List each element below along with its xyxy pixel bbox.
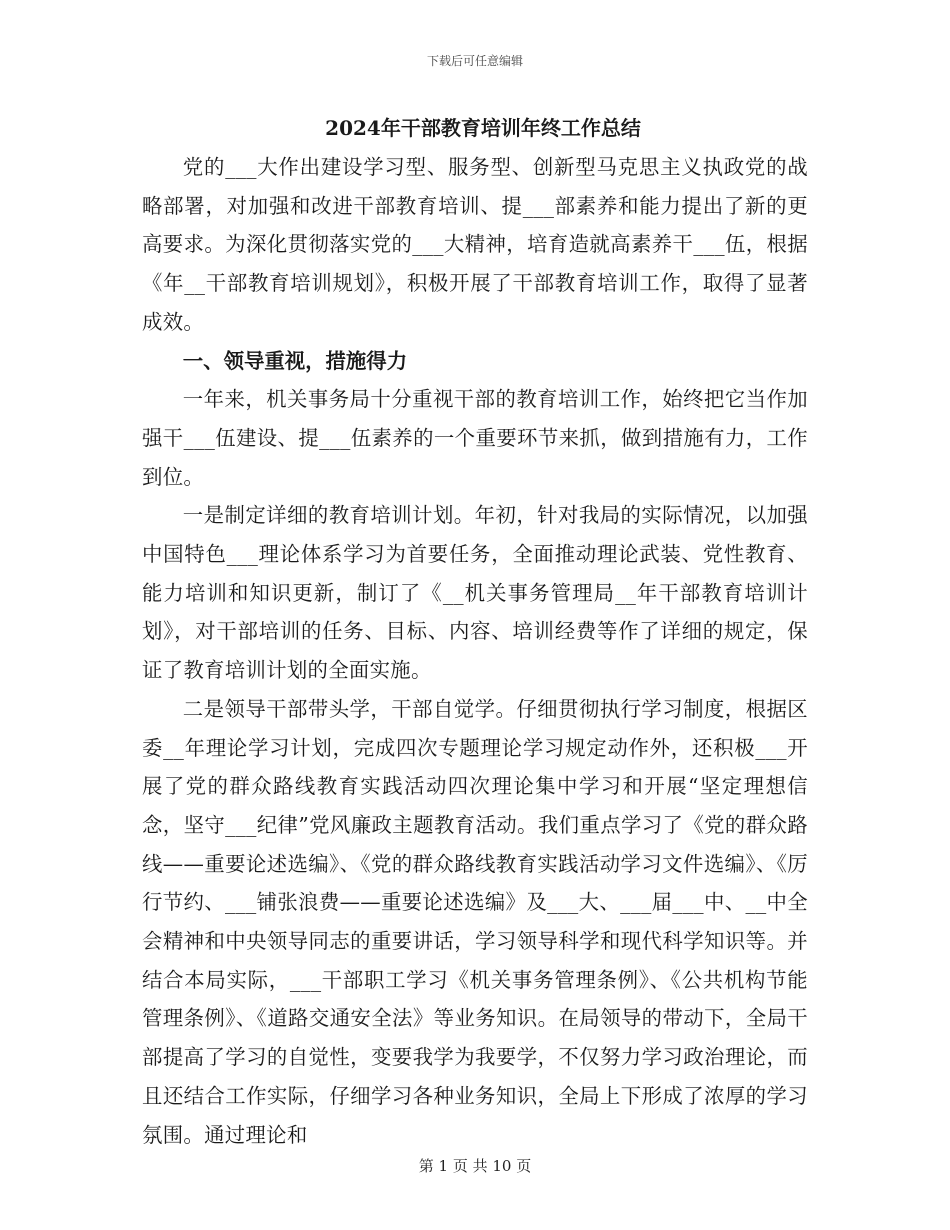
document-title: 2024年干部教育培训年终工作总结 [325, 116, 641, 140]
section-heading-1: 一、领导重视，措施得力 [182, 348, 408, 373]
paragraph-1: 一年来，机关事务局十分重视干部的教育培训工作，始终把它当作加强干___伍建设、提___伍素养的一个重要环节来抓，做到措施有力，工作到位。 [142, 387, 808, 489]
document-body [142, 116, 808, 1154]
intro-paragraph: 党的___大作出建设学习型、服务型、创新型马克思主义执政党的战略部署，对加强和改进干部教育培训、提___部素养和能力提出了新的更高要求。为深化贯彻落实党的___大精神，培育造就高素养干___伍，根据《年__干部教育培训规划》，积极开展了干部教育培训工作，取得了显著成效。 [142, 155, 808, 334]
page-footer: 第 1 页 共 10 页 [418, 1157, 532, 1175]
header-note: 下载后可任意编辑 [426, 54, 523, 68]
paragraph-3: 二是领导干部带头学，干部自觉学。仔细贯彻执行学习制度，根据区委__年理论学习计划，完成四次专题理论学习规定动作外，还积极___开展了党的群众路线教育实践活动四次理论集中学习和开展“坚定理想信念，坚守___纪律”党风廉政主题教育活动。我们重点学习了《党的群众路线——重要论述选编》、《党的群众路线教育实践活动学习文件选编》、《厉行节约、___铺张浪费——重要论述选编》及___大、___届___中、__中全会精神和中央领导同志的重要讲话，学习领导科学和现代科学知识等。并结合本局实际，___干部职工学习《机关事务管理条例》、《公共机构节能管理条例》、《道路交通安全法》等业务知识。在局领导的带动下，全局干部提高了学习的自觉性，变要我学为我要学，不仅努力学习政治理论，而且还结合工作实际，仔细学习各种业务知识，全局上下形成了浓厚的学习氛围。通过理论和 [142, 696, 808, 1147]
paragraph-2: 一是制定详细的教育培训计划。年初，针对我局的实际情况，以加强中国特色___理论体系学习为首要任务，全面推动理论武装、党性教育、能力培训和知识更新，制订了《__机关事务管理局__年干部教育培训计划》，对干部培训的任务、目标、内容、培训经费等作了详细的规定，保证了教育培训计划的全面实施。 [142, 503, 808, 683]
